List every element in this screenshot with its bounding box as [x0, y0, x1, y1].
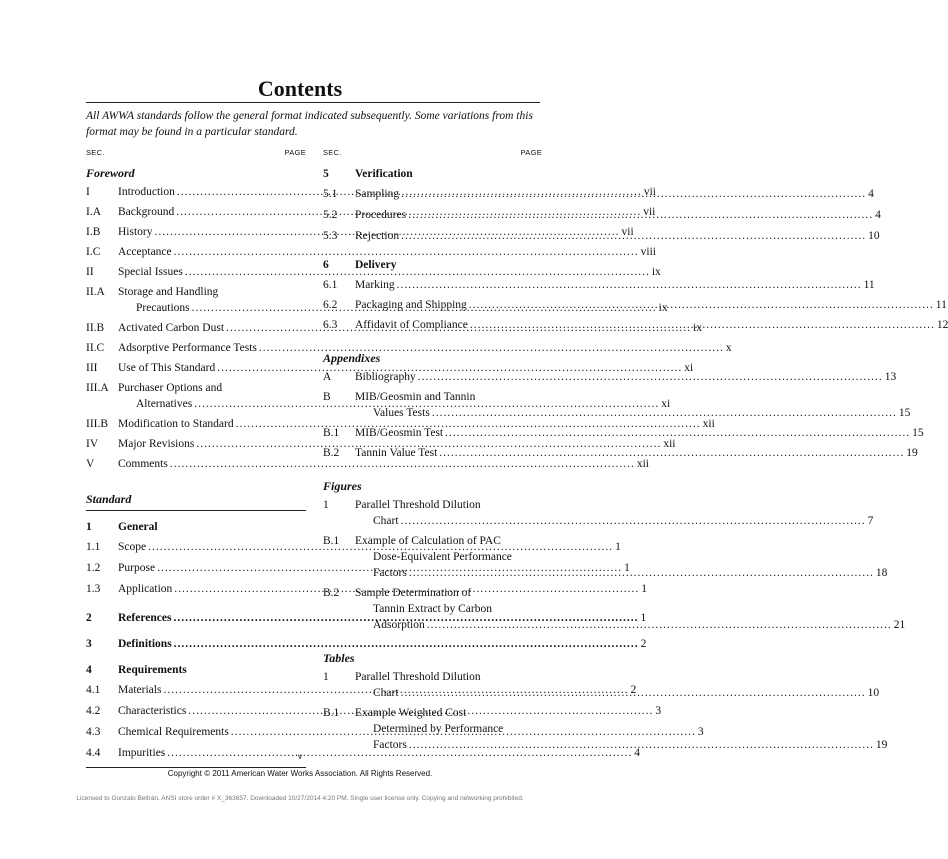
entry-label: Special Issues [118, 266, 183, 278]
entry-page: 1 [640, 612, 647, 624]
section-number: 1 [86, 521, 92, 533]
toc-entry[interactable] [86, 340, 732, 356]
entry-page: 13 [884, 371, 897, 383]
entry-label: Packaging and Shipping [355, 299, 467, 311]
column-header [323, 148, 542, 164]
title-rule [86, 102, 540, 103]
entry-label: Sampling [355, 188, 400, 200]
entry-label: References [118, 612, 172, 624]
entry-number: 1.3 [86, 583, 101, 595]
toc-entry[interactable] [323, 705, 888, 753]
entry-number: III.A [86, 382, 109, 394]
entry-number: B.1 [323, 535, 340, 547]
entry-number: B [323, 391, 331, 403]
entry-number: I.B [86, 226, 101, 238]
sec-header: SEC. [86, 148, 105, 157]
toc-entry[interactable] [86, 416, 715, 432]
entry-page: 2 [640, 638, 647, 650]
entry-label: Definitions [118, 638, 172, 650]
entry-number: 5.1 [323, 188, 338, 200]
entry-label: Parallel Threshold Dilution [355, 671, 481, 683]
entry-page: vii [643, 186, 656, 198]
toc-entry[interactable] [323, 533, 888, 581]
toc-entry[interactable] [323, 497, 874, 529]
entry-number: B.1 [323, 427, 340, 439]
entry-page: xii [702, 418, 715, 430]
toc-entry[interactable] [86, 436, 676, 452]
entry-number: 4.2 [86, 705, 101, 717]
entry-label: MIB/Geosmin Test [355, 427, 444, 439]
entry-page: 11 [863, 279, 875, 291]
entry-number: 5.3 [323, 230, 338, 242]
standard-rule [86, 510, 306, 511]
entry-page: vii [621, 226, 634, 238]
toc-entry[interactable] [323, 585, 906, 633]
section-number: 5 [323, 168, 329, 180]
entry-page: vii [643, 206, 656, 218]
appendixes-label: Appendixes [323, 351, 381, 365]
section-title: Delivery [355, 259, 397, 271]
entry-label: Factors [373, 567, 407, 579]
entry-label: Scope [118, 541, 147, 553]
entry-label: Marking [355, 279, 395, 291]
entry-label: Purpose [118, 562, 156, 574]
entry-page: 3 [655, 705, 662, 717]
copyright-notice: Copyright © 2011 American Water Works Association. All Rights Reserved. [167, 769, 433, 778]
license-notice: Licensed to Gonzalo Beltrán. ANSI store order # X_363657. Downloaded 10/27/2014 4:20 PM. Single user license only. Copying and networking prohibited. [76, 795, 524, 802]
tables-label: Tables [323, 651, 355, 665]
entry-label: Tannin Extract by Carbon [373, 603, 492, 615]
entry-number: A [323, 371, 332, 383]
entry-page: xi [661, 398, 671, 410]
entry-label: Background [118, 206, 175, 218]
entry-number: 1.1 [86, 541, 101, 553]
entry-label: Application [118, 583, 173, 595]
entry-label: Introduction [118, 186, 175, 198]
page-number: v [298, 752, 302, 761]
bottom-rule [86, 767, 306, 768]
entry-number: 1 [323, 499, 329, 511]
foreword-label: Foreword [86, 166, 135, 180]
toc-entry[interactable] [323, 277, 875, 293]
entry-label: Precautions [136, 302, 190, 314]
entry-label: Comments [118, 458, 168, 470]
entry-label: Chart [373, 687, 399, 699]
entry-page: 10 [867, 687, 880, 699]
toc-entry[interactable] [323, 369, 897, 385]
entry-page: 2 [630, 684, 637, 696]
section-heading [86, 519, 306, 535]
column-header [86, 148, 306, 164]
toc-entry[interactable] [323, 445, 918, 461]
standard-label: Standard [86, 492, 132, 506]
page-header: PAGE [284, 148, 306, 157]
entry-page: 1 [615, 541, 621, 553]
section-heading [323, 257, 542, 273]
entry-page: ix [651, 266, 661, 278]
entry-number: 1 [323, 671, 329, 683]
entry-number: I.C [86, 246, 101, 258]
entry-label: Affidavit of Compliance [355, 319, 468, 331]
entry-number: I.A [86, 206, 102, 218]
entry-page: 4 [868, 188, 874, 200]
entry-number: 6.2 [323, 299, 338, 311]
intro-text: All AWWA standards follow the general format indicated subsequently. Some variations from this format may be found in a particular standard. [86, 110, 533, 138]
entry-label: History [118, 226, 153, 238]
entry-number: III.B [86, 418, 109, 430]
section-title: Verification [355, 168, 413, 180]
entry-page: 10 [868, 230, 880, 242]
toc-entry-definitions[interactable] [86, 636, 647, 652]
entry-label: Use of This Standard [118, 362, 216, 374]
entry-page: 19 [875, 739, 888, 751]
toc-entry[interactable] [86, 360, 694, 376]
entry-number: II [86, 266, 94, 278]
section-title: General [118, 521, 158, 533]
entry-page: xii [663, 438, 676, 450]
entry-page: 15 [912, 427, 924, 439]
section-title: Requirements [118, 664, 187, 676]
entry-label: Rejection [355, 230, 400, 242]
entry-label: Bibliography [355, 371, 416, 383]
entry-number: V [86, 458, 95, 470]
entry-page: 4 [875, 209, 881, 221]
entry-label: Characteristics [118, 705, 187, 717]
entry-number: 4.1 [86, 684, 101, 696]
entry-label: Major Revisions [118, 438, 195, 450]
figures-label: Figures [323, 479, 362, 493]
entry-page: 15 [898, 407, 911, 419]
entry-label: Chart [373, 515, 399, 527]
entry-number: 4.4 [86, 747, 101, 759]
entry-label: Values Tests [373, 407, 430, 419]
entry-page: x [725, 342, 732, 354]
toc-entry[interactable] [86, 456, 649, 472]
entry-number: II.C [86, 342, 105, 354]
entry-page: 21 [893, 619, 906, 631]
tables-list [323, 669, 888, 753]
entry-page: 18 [875, 567, 888, 579]
entry-label: Activated Carbon Dust [118, 322, 225, 334]
entry-label: Sample Determination of [355, 587, 472, 599]
section-number: 2 [86, 612, 92, 624]
entry-number: B.2 [323, 447, 340, 459]
toc-entry[interactable] [86, 244, 656, 260]
entry-page: 3 [697, 726, 704, 738]
entry-number: 6.1 [323, 279, 338, 291]
entry-number: III [86, 362, 98, 374]
entry-label: Modification to Standard [118, 418, 234, 430]
page-header: PAGE [520, 148, 542, 157]
entry-label: Purchaser Options and [118, 382, 223, 394]
entry-label: Adsorptive Performance Tests [118, 342, 257, 354]
entry-page: 11 [935, 299, 947, 311]
section-number: 4 [86, 664, 92, 676]
entry-number: IV [86, 438, 99, 450]
entry-page: ix [693, 322, 702, 334]
entry-number: B.2 [323, 587, 340, 599]
entry-label: Example Weighted Cost [355, 707, 467, 719]
entry-label: Determined by Performance [373, 723, 504, 735]
toc-entry[interactable] [323, 425, 924, 441]
entry-label: Acceptance [118, 246, 172, 258]
entry-label: Storage and Handling [118, 286, 219, 298]
entry-page: 7 [867, 515, 874, 527]
entry-number: B.1 [323, 707, 340, 719]
entry-page: xi [684, 362, 694, 374]
entry-label: Impurities [118, 747, 166, 759]
entry-number: 4.3 [86, 726, 101, 738]
entry-label: Alternatives [136, 398, 193, 410]
entry-label: Factors [373, 739, 407, 751]
entry-label: Procedures [355, 209, 407, 221]
section-number: 3 [86, 638, 92, 650]
entry-page: ix [658, 302, 668, 314]
entry-page: 19 [906, 447, 918, 459]
entry-page: viii [640, 246, 656, 258]
entry-number: 6.3 [323, 319, 338, 331]
section-heading [323, 166, 542, 182]
figures-list [323, 497, 906, 633]
entry-page: 4 [634, 747, 641, 759]
entry-label: Parallel Threshold Dilution [355, 499, 481, 511]
entry-number: II.A [86, 286, 105, 298]
entry-number: 5.2 [323, 209, 338, 221]
entry-label: Adsorption [373, 619, 425, 631]
entry-page: 1 [641, 583, 648, 595]
entry-label: Materials [118, 684, 162, 696]
entry-label: Example of Calculation of PAC [355, 535, 501, 547]
entry-number: 1.2 [86, 562, 101, 574]
section-heading [86, 662, 306, 678]
entry-label: MIB/Geosmin and Tannin [355, 391, 476, 403]
entry-page: xii [636, 458, 649, 470]
entry-number: I [86, 186, 90, 198]
entry-number: II.B [86, 322, 105, 334]
sec-header: SEC. [323, 148, 342, 157]
entry-page: 1 [624, 562, 630, 574]
entry-label: Chemical Requirements [118, 726, 229, 738]
page-title: Contents [257, 76, 343, 101]
section-number: 6 [323, 259, 329, 271]
entry-label: Tannin Value Test [355, 447, 438, 459]
entry-page: 12 [936, 319, 948, 331]
toc-entry[interactable] [323, 669, 880, 701]
entry-label: Dose-Equivalent Performance [373, 551, 512, 563]
